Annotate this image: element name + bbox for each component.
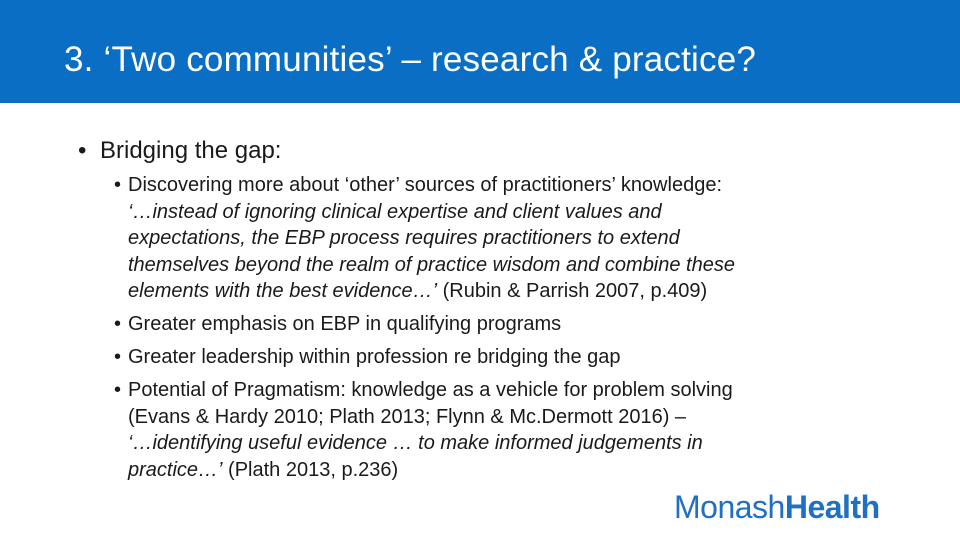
quote-text: elements with the best evidence…’ [128, 280, 438, 302]
logo-monash-text: Monash [674, 489, 785, 525]
text-line [128, 278, 888, 305]
bullet-icon: • [114, 174, 122, 196]
text-segment: Greater leadership within profession re bridging the gap [128, 346, 621, 368]
text-segment: (Evans & Hardy 2010; Plath 2013; Flynn & Mc.Dermott 2016) – [128, 405, 687, 428]
sub-bullet-item [114, 311, 888, 338]
bullet-icon: • [114, 379, 122, 401]
logo-health-text: Health [784, 489, 880, 525]
sub-bullet-item [114, 172, 888, 305]
text-line [128, 457, 888, 484]
text-segment: Potential of Pragmatism: knowledge as a vehicle for problem solving [128, 379, 733, 401]
bullet-icon: • [114, 313, 122, 335]
bullet-icon: • [114, 346, 122, 368]
quote-text: themselves beyond the realm of practice wisdom and combine these [128, 253, 735, 276]
monash-health-logo [674, 489, 880, 525]
quote-text: practice…’ [128, 458, 223, 481]
text-line [128, 311, 888, 338]
text-segment: (Rubin & Parrish 2007, p.409) [437, 280, 708, 302]
text-line [128, 172, 888, 199]
level1-bullet [78, 137, 281, 165]
sub-bullet-text [114, 344, 888, 371]
text-line [128, 344, 888, 371]
sub-bullet-text [114, 172, 888, 305]
sub-bullet-text [114, 311, 888, 338]
bullet-icon: • [78, 137, 87, 164]
quote-text: ‘…instead of ignoring clinical expertise and client values and [128, 200, 662, 223]
text-segment: Discovering more about ‘other’ sources of practitioners’ knowledge: [128, 174, 722, 196]
sub-bullet-text [114, 377, 888, 483]
text-line [128, 377, 888, 404]
quote-text: expectations, the EBP process requires practitioners to extend [128, 227, 680, 249]
quote-text: ‘…identifying useful evidence … to make informed judgements in [128, 432, 703, 454]
text-line [128, 199, 888, 226]
slide-title: 3. ‘Two communities’ – research & practice? [64, 40, 757, 79]
sub-bullet-item [114, 377, 888, 483]
text-line [128, 252, 888, 279]
sub-bullet-item [114, 344, 888, 371]
level1-text: Bridging the gap: [100, 137, 282, 164]
text-line [128, 430, 888, 457]
text-line [128, 404, 888, 431]
text-segment: Greater emphasis on EBP in qualifying programs [128, 313, 562, 335]
text-line [128, 225, 888, 252]
text-segment: (Plath 2013, p.236) [222, 458, 399, 481]
